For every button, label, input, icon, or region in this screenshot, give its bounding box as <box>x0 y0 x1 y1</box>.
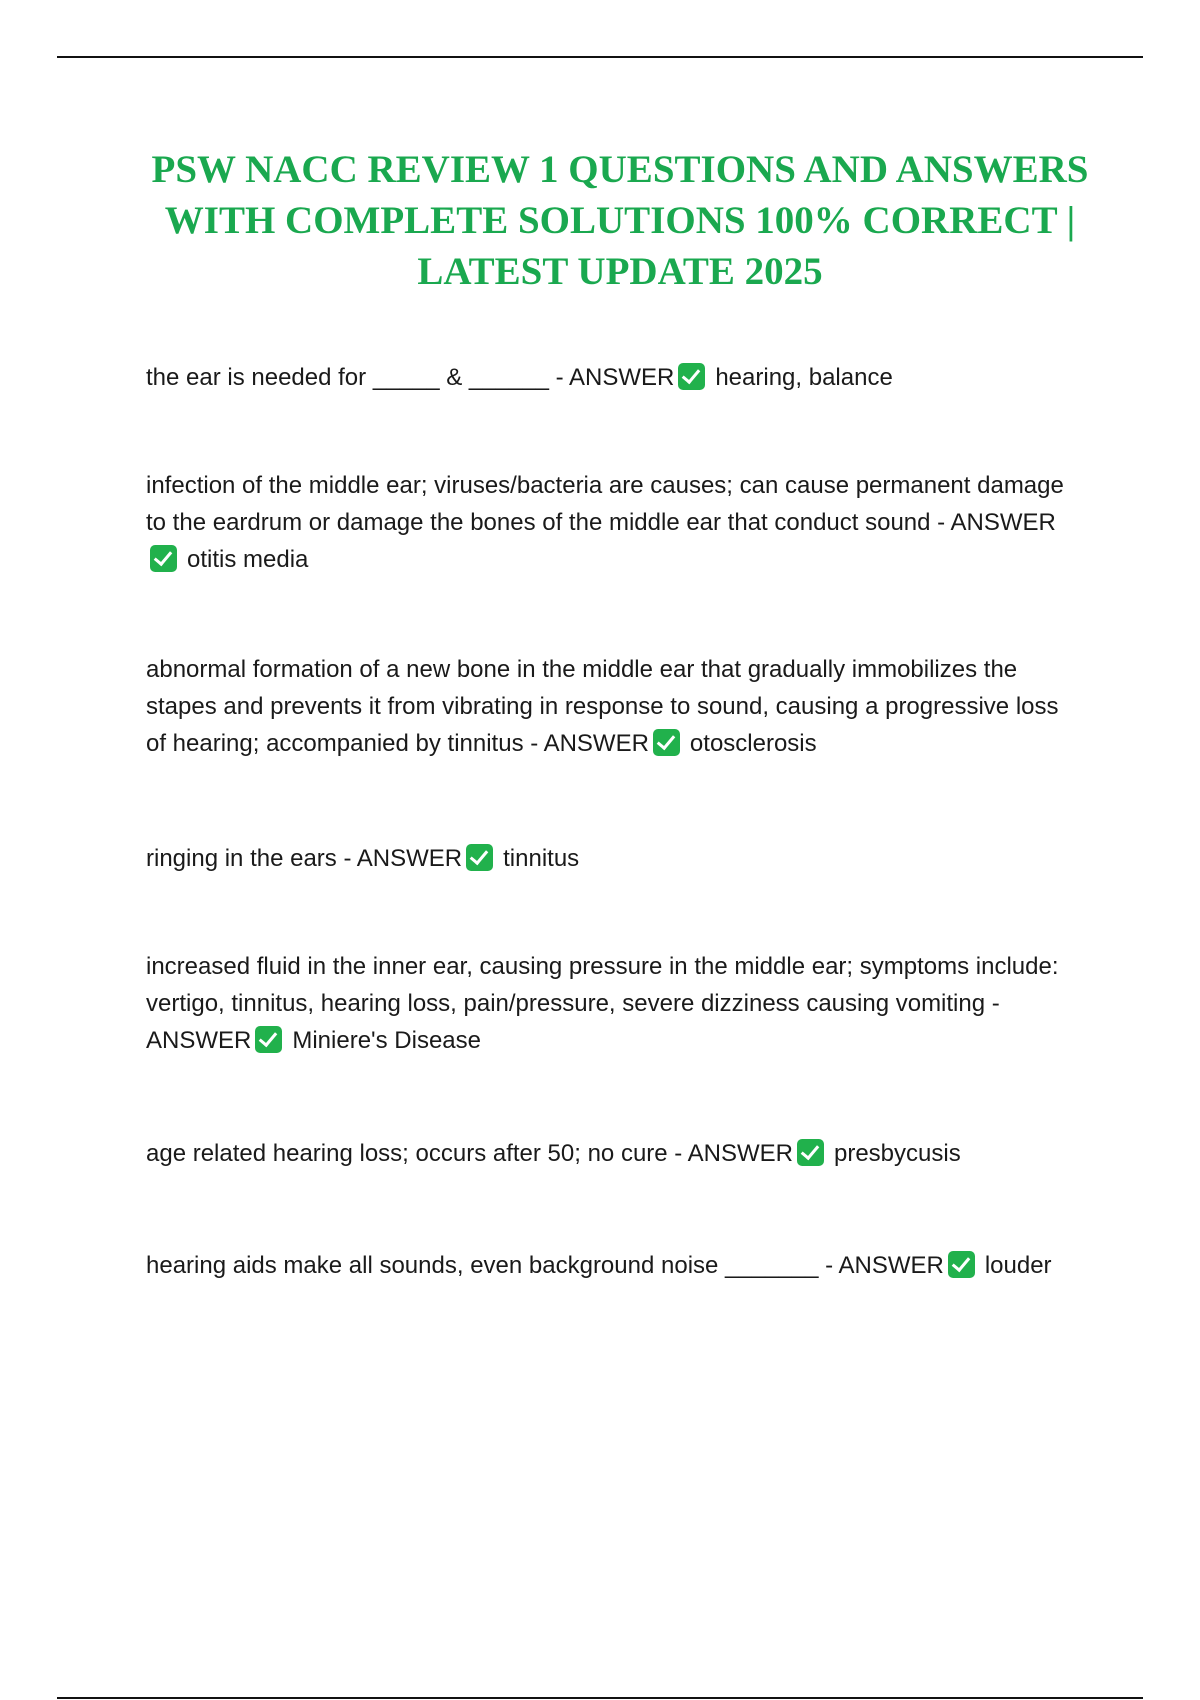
check-mark-icon <box>948 1251 975 1278</box>
qa-item <box>146 1135 1076 1172</box>
answer-text: louder <box>984 1252 1052 1279</box>
answer-marker: - ANSWER <box>146 990 1000 1054</box>
answer-marker: - ANSWER <box>667 1140 793 1167</box>
check-mark-icon <box>797 1139 824 1166</box>
question-text: abnormal formation of a new bone in the middle ear that gradually immobilizes the stapes and prevents it from vibrating in response to sound, causing a progressive loss of hearing; accompanied by tinnitus <box>146 656 1059 757</box>
question-text: ringing in the ears <box>146 845 337 872</box>
answer-marker: - ANSWER <box>336 845 463 872</box>
check-mark-icon <box>466 844 493 871</box>
check-mark-icon <box>255 1026 282 1053</box>
qa-item <box>146 359 1076 396</box>
answer-marker: - ANSWER <box>523 730 649 757</box>
answer-text: hearing, balance <box>715 364 893 391</box>
answer-text: otosclerosis <box>689 730 817 757</box>
answer-text: otitis media <box>187 546 309 573</box>
answer-text: presbycusis <box>833 1140 961 1167</box>
check-mark-icon <box>678 363 705 390</box>
qa-item <box>146 948 1076 1059</box>
answer-marker: - ANSWER <box>930 509 1056 536</box>
check-mark-icon <box>150 545 177 572</box>
document-title: PSW NACC REVIEW 1 QUESTIONS AND ANSWERS WITH COMPLETE SOLUTIONS 100% CORRECT | LATEST UPDATE 2025 <box>151 148 1089 293</box>
question-text: the ear is needed for _____ & ______ <box>146 364 549 391</box>
bottom-rule <box>57 1697 1143 1699</box>
question-text: hearing aids make all sounds, even background noise _______ <box>146 1252 819 1279</box>
qa-item <box>146 467 1076 578</box>
question-text: infection of the middle ear; viruses/bacteria are causes; can cause permanent damage to the eardrum or damage the bones of the middle ear that conduct sound <box>146 472 1064 536</box>
answer-text: Miniere's Disease <box>292 1027 481 1054</box>
question-text: age related hearing loss; occurs after 50; no cure <box>146 1140 668 1167</box>
check-mark-icon <box>653 729 680 756</box>
top-rule <box>57 56 1143 58</box>
qa-item <box>146 1247 1076 1284</box>
qa-item <box>146 840 1076 877</box>
answer-marker: - ANSWER <box>548 364 675 391</box>
qa-item <box>146 651 1076 762</box>
answer-text: tinnitus <box>503 845 580 872</box>
answer-marker: - ANSWER <box>818 1252 944 1279</box>
question-text: increased fluid in the inner ear, causing pressure in the middle ear; symptoms include: vertigo, tinnitus, hearing loss, pain/pressure, severe dizziness causing vomiting <box>146 953 1059 1017</box>
